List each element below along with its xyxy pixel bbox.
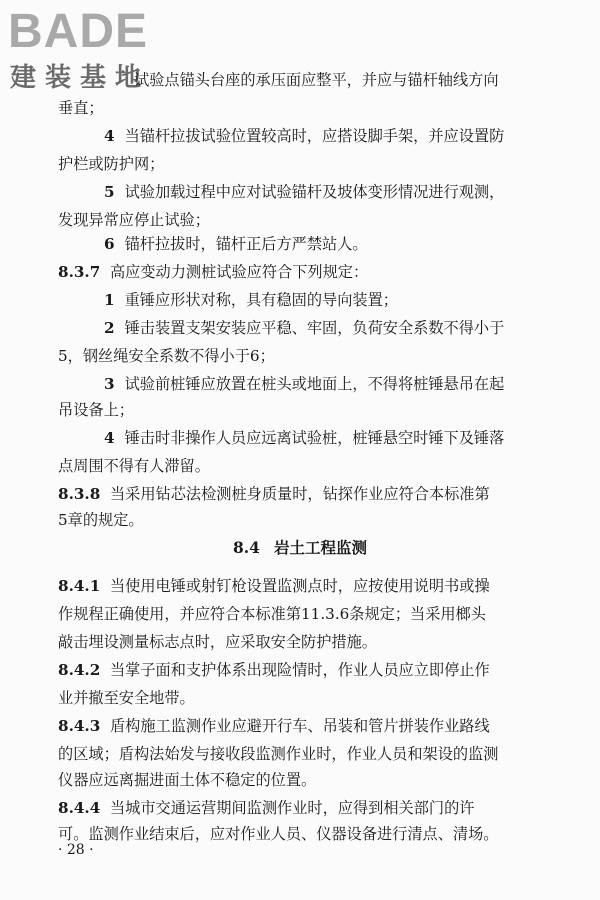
logo-wordmark: BADE <box>8 5 149 58</box>
text-line: 试验点锚头台座的承压面应整平，并应与锚杆轴线方向 <box>134 71 499 89</box>
clause: 8.3.8 当采用钻芯法检测桩身质量时，钻探作业应符合本标准第 <box>58 485 490 503</box>
clause: 8.3.7 高应变动力测桩试验应符合下列规定： <box>58 263 369 281</box>
text-line: 吊设备上； <box>58 401 134 419</box>
list-item: 6 锚杆拉拔时，锚杆正后方严禁站人。 <box>104 235 368 253</box>
text-line: 发现异常应停止试验； <box>58 211 210 229</box>
text-line: 敲击埋设测量标志点时，应采取安全防护措施。 <box>58 633 377 651</box>
list-item: 2 锤击装置支架安装应平稳、牢固，负荷安全系数不得小于 <box>104 319 505 337</box>
list-item: 5 试验加载过程中应对试验锚杆及坡体变形情况进行观测， <box>104 183 505 201</box>
clause: 8.4.3 盾构施工监测作业应避开行车、吊装和管片拼装作业路线 <box>58 717 490 735</box>
text-line: 护栏或防护网； <box>58 155 165 173</box>
page-number: · 28 · <box>58 842 94 858</box>
clause: 8.4.4 当城市交通运营期间监测作业时，应得到相关部门的许 <box>58 799 475 817</box>
text-line: 作规程正确使用，并应符合本标准第11.3.6条规定；当采用榔头 <box>58 605 486 623</box>
list-item: 4 当锚杆拉拔试验位置较高时，应搭设脚手架，并应设置防 <box>104 127 505 145</box>
clause: 8.4.1 当使用电锤或射钉枪设置监测点时，应按使用说明书或操 <box>58 577 490 595</box>
list-item: 1 重锤应形状对称，具有稳固的导向装置； <box>104 291 398 309</box>
text-line: 5章的规定。 <box>58 511 144 529</box>
text-line: 垂直； <box>58 99 104 117</box>
clause: 8.4.2 当掌子面和支护体系出现险情时，作业人员应立即停止作 <box>58 661 490 679</box>
text-line: 业并撤至安全地带。 <box>58 689 195 707</box>
text-line: 点周围不得有人滞留。 <box>58 457 210 475</box>
list-item: 3 试验前桩锤应放置在桩头或地面上，不得将桩锤悬吊在起 <box>104 375 505 393</box>
logo-subtitle: 建装基地 <box>10 63 151 93</box>
list-item: 4 锤击时非操作人员应远离试验桩，桩锤悬空时锤下及锤落 <box>104 429 505 447</box>
text-line: 可。监测作业结束后，应对作业人员、仪器设备进行清点、清场。 <box>58 825 499 843</box>
section-heading: 8.4 岩土工程监测 <box>233 538 367 557</box>
text-line: 5，钢丝绳安全系数不得小于6； <box>58 347 275 365</box>
text-line: 仪器应远离掘进面土体不稳定的位置。 <box>58 771 317 789</box>
text-line: 的区域；盾构法始发与接收段监测作业时，作业人员和架设的监测 <box>58 745 499 763</box>
